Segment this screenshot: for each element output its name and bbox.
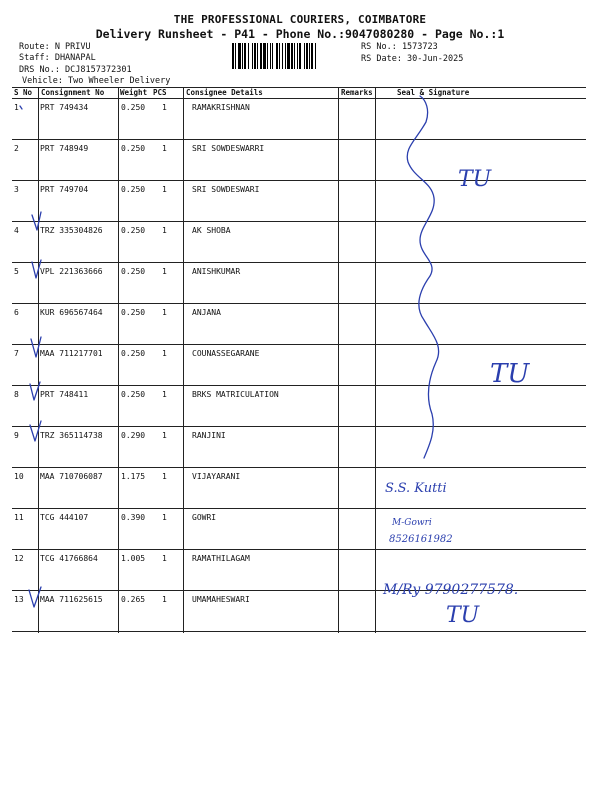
checkmark-icon [20, 106, 22, 109]
row-sno: 8 [14, 390, 19, 399]
row-weight: 0.250 [121, 349, 146, 358]
handwritten-initials: TU [490, 359, 530, 389]
row-sno: 7 [14, 349, 19, 358]
row-weight: 1.005 [121, 554, 146, 563]
checkmark-icon [30, 382, 40, 400]
col-header-consignee: Consignee Details [186, 88, 263, 97]
row-consignee: SRI SOWDESWARI [192, 185, 260, 194]
row-pcs: 1 [162, 308, 167, 317]
col-header-remarks: Remarks [341, 88, 373, 97]
row-consignment-no: MAA 711217701 [40, 349, 103, 358]
checkmark-icon [31, 337, 41, 357]
row-pcs: 1 [162, 185, 167, 194]
col-header-consignment: Consignment No [41, 88, 105, 97]
row-weight: 0.250 [121, 185, 146, 194]
checkmark-icon [32, 260, 41, 278]
row-consignee: RAMATHILAGAM [192, 554, 250, 563]
row-sno: 12 [14, 554, 24, 563]
runsheet-subtitle: Delivery Runsheet - P41 - Phone No.:9047080280 - Page No.:1 [95, 27, 505, 41]
signature-squiggle-line [407, 96, 438, 458]
route-label: Route: N PRIVU [19, 42, 91, 52]
row-pcs: 1 [162, 472, 167, 481]
row-sno: 11 [14, 513, 24, 522]
row-consignment-no: MAA 711625615 [40, 595, 103, 604]
row-pcs: 1 [162, 595, 167, 604]
row-weight: 0.250 [121, 103, 146, 112]
checkmark-icon [30, 421, 41, 441]
company-title: THE PROFESSIONAL COURIERS, COIMBATORE [173, 13, 427, 26]
row-consignment-no: PRT 749434 [40, 103, 89, 112]
row-weight: 0.290 [121, 431, 146, 440]
row-consignee: SRI SOWDESWARRI [192, 144, 265, 153]
checkmark-icon [32, 212, 41, 230]
row-pcs: 1 [162, 226, 167, 235]
col-header-weight: Weight [120, 88, 148, 97]
row-consignee: AK SHOBA [192, 226, 231, 235]
row-weight: 0.250 [121, 226, 146, 235]
row-sno: 3 [14, 185, 19, 194]
row-weight: 1.175 [121, 472, 146, 481]
row-sno: 6 [14, 308, 19, 317]
handwritten-initials: TU [458, 167, 492, 192]
vehicle-label: Vehicle: Two Wheeler Delivery [22, 76, 171, 86]
row-consignee: UMAMAHESWARI [192, 595, 250, 604]
col-header-signature: Seal & Signature [397, 88, 470, 97]
row-pcs: 1 [162, 144, 167, 153]
row-sno: 10 [14, 472, 24, 481]
handwritten-signature: S.S. Kutti [385, 481, 447, 496]
col-header-pcs: PCS [153, 88, 167, 97]
row-consignee: ANJANA [192, 308, 221, 317]
row-sno: 4 [14, 226, 19, 235]
row-consignment-no: PRT 749704 [40, 185, 89, 194]
row-sno: 1 [14, 103, 19, 112]
row-consignment-no: TRZ 335304826 [40, 226, 103, 235]
row-consignee: RAMAKRISHNAN [192, 103, 250, 112]
row-pcs: 1 [162, 431, 167, 440]
handwritten-phone: 8526161982 [389, 534, 453, 545]
row-consignment-no: TCG 444107 [40, 513, 89, 522]
row-consignee: RANJINI [192, 431, 226, 440]
row-sno: 2 [14, 144, 19, 153]
rs-number: RS No.: 1573723 [361, 42, 438, 52]
row-consignment-no: PRT 748411 [40, 390, 89, 399]
row-pcs: 1 [162, 554, 167, 563]
handwritten-note: M/Ry 9790277578. [383, 582, 519, 598]
row-consignment-no: PRT 748949 [40, 144, 89, 153]
row-weight: 0.265 [121, 595, 146, 604]
row-consignee: VIJAYARANI [192, 472, 241, 481]
row-sno: 5 [14, 267, 19, 276]
row-weight: 0.250 [121, 267, 146, 276]
col-header-sno: S No [14, 88, 33, 97]
handwritten-initials: TU [446, 603, 480, 628]
row-pcs: 1 [162, 267, 167, 276]
row-consignee: GOWRI [192, 513, 217, 522]
row-consignment-no: MAA 710706087 [40, 472, 103, 481]
row-consignment-no: TCG 41766864 [40, 554, 98, 563]
row-weight: 0.390 [121, 513, 146, 522]
row-weight: 0.250 [121, 308, 146, 317]
row-consignment-no: VPL 221363666 [40, 267, 103, 276]
rs-date: RS Date: 30-Jun-2025 [361, 54, 464, 64]
row-consignee: ANISHKUMAR [192, 267, 241, 276]
row-pcs: 1 [162, 349, 167, 358]
row-consignee: COUNASSEGARANE [192, 349, 260, 358]
row-weight: 0.250 [121, 144, 146, 153]
row-pcs: 1 [162, 513, 167, 522]
row-consignment-no: KUR 696567464 [40, 308, 103, 317]
row-sno: 9 [14, 431, 19, 440]
row-consignment-no: TRZ 365114738 [40, 431, 103, 440]
staff-label: Staff: DHANAPAL [19, 53, 96, 63]
row-pcs: 1 [162, 390, 167, 399]
row-sno: 13 [14, 595, 24, 604]
row-weight: 0.250 [121, 390, 146, 399]
handwritten-note: M-Gowri [392, 518, 432, 528]
drs-number: DRS No.: DCJ8157372301 [19, 65, 132, 75]
row-consignee: BRKS MATRICULATION [192, 390, 279, 399]
row-pcs: 1 [162, 103, 167, 112]
checkmark-icon [29, 587, 41, 607]
